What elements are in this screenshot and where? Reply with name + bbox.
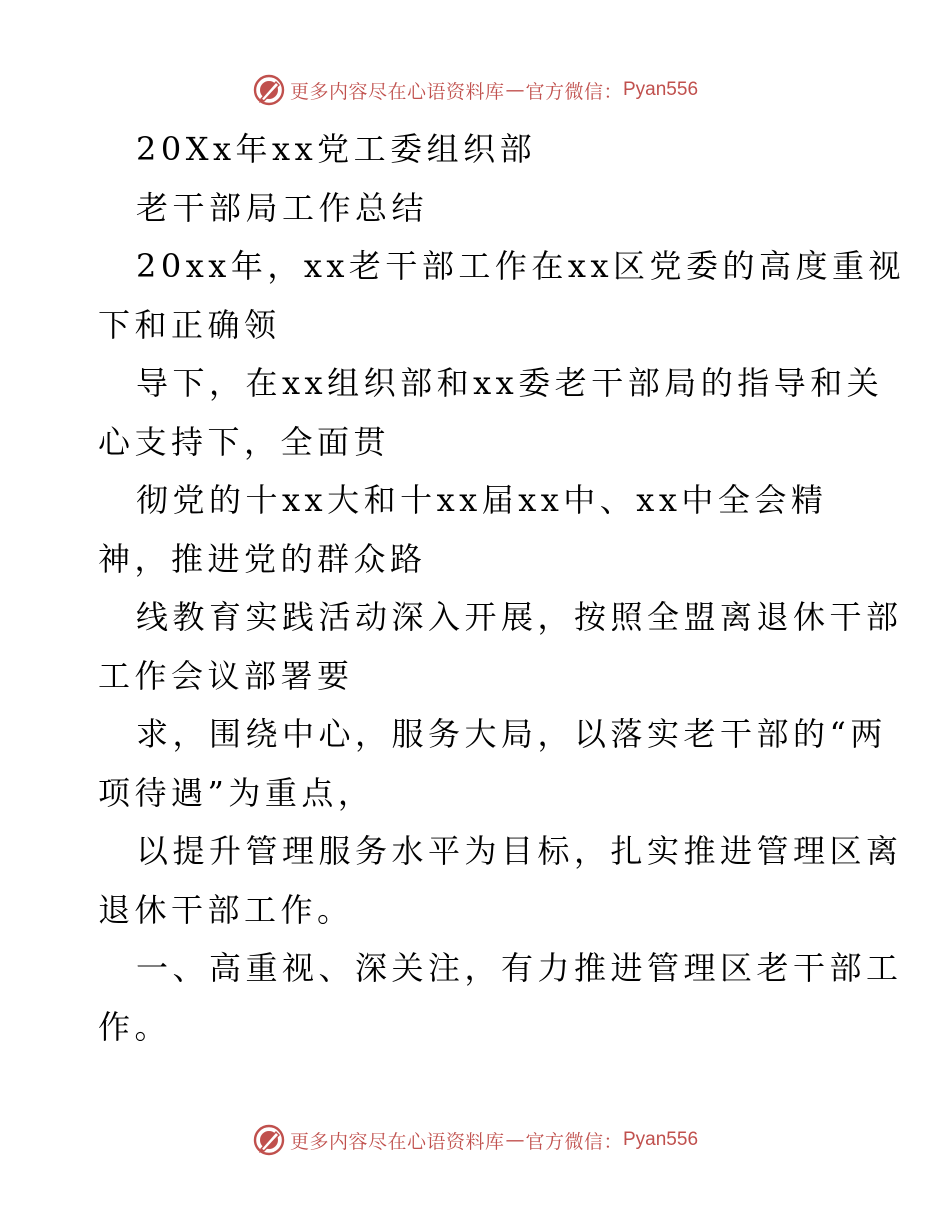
paragraph-line: 心支持下，全面贯 <box>98 422 391 461</box>
paragraph-line: 求，围绕中心，服务大局，以落实老干部的“两 <box>136 715 887 753</box>
watermark-wechat-label: 官方微信： <box>525 80 623 103</box>
doc-title-line-2: 老干部局工作总结 <box>136 188 429 227</box>
watermark-brand: 更多内容尽在心语资料库 <box>289 1130 505 1153</box>
doc-title-line-1: 20Xx年xx党工委组织部 <box>136 130 537 168</box>
watermark-wechat-id: Pyan556 <box>623 79 699 100</box>
pen-logo-icon <box>252 73 286 107</box>
paragraph-line: 彻党的十xx大和十xx届xx中、xx中全会精 <box>136 481 828 519</box>
section-heading-line: 一、高重视、深关注，有力推进管理区老干部工 <box>136 949 903 987</box>
paragraph-line: 下和正确领 <box>98 305 281 344</box>
paragraph-line: 20xx年，xx老干部工作在xx区党委的高度重视 <box>136 247 906 285</box>
paragraph-line: 以提升管理服务水平为目标，扎实推进管理区离 <box>136 832 903 870</box>
pen-logo-icon <box>252 1123 286 1157</box>
section-heading-line: 作。 <box>98 1007 172 1046</box>
document-body <box>98 120 906 1056</box>
watermark-brand: 更多内容尽在心语资料库 <box>289 80 505 103</box>
header-watermark <box>0 70 950 110</box>
watermark-separator: — <box>505 1129 525 1151</box>
paragraph-line: 工作会议部署要 <box>98 656 354 695</box>
paragraph-line: 导下，在xx组织部和xx委老干部局的指导和关 <box>136 364 884 402</box>
watermark-separator: — <box>505 79 525 101</box>
footer-watermark <box>0 1120 950 1160</box>
paragraph-line: 线教育实践活动深入开展，按照全盟离退休干部 <box>136 598 903 636</box>
watermark-wechat-label: 官方微信： <box>525 1130 623 1153</box>
paragraph-line: 退休干部工作。 <box>98 890 354 929</box>
paragraph-line: 项待遇”为重点， <box>98 773 375 812</box>
paragraph-line: 神，推进党的群众路 <box>98 539 427 578</box>
watermark-wechat-id: Pyan556 <box>623 1129 699 1150</box>
